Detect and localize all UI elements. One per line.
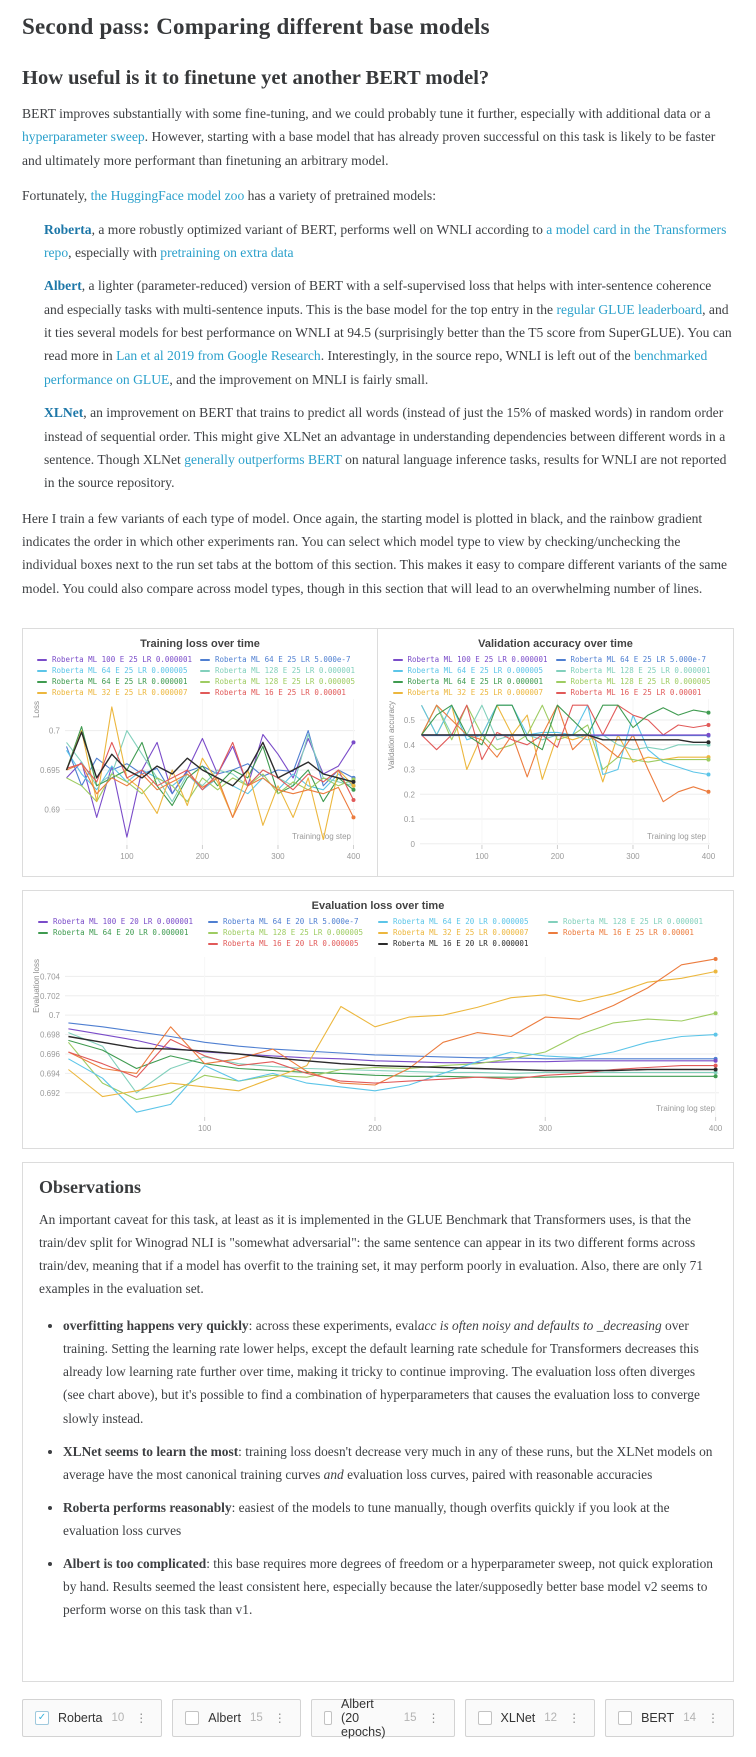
legend-label: Roberta ML 64 E 20 LR 0.000005 <box>393 917 529 927</box>
legend-swatch <box>393 670 403 672</box>
legend-item[interactable] <box>393 676 556 687</box>
observations-title: Observations <box>39 1177 142 1198</box>
svg-text:0.5: 0.5 <box>403 716 415 726</box>
svg-text:300: 300 <box>626 852 640 862</box>
legend-label: Roberta ML 16 E 25 LR 0.00001 <box>570 688 702 698</box>
legend-label: Roberta ML 32 E 25 LR 0.000007 <box>393 928 529 938</box>
svg-text:200: 200 <box>550 852 565 862</box>
text-segment: , and it ties several models for best performance on WNLI at 94.5 (surprisingly better than the T5 score from SuperGLUE). You can read more in <box>44 301 732 364</box>
text-segment: over training. Setting the learning rate lower helps, except the default learning rate schedule for Transformers decreases this already low learning rate further over time, making it tricky to continue improving. The evaluation loss often diverges (see chart above), but it's possible to find a combination of hyperparameters that causes the evaluation loss to converge slowly instead. <box>63 1318 700 1426</box>
legend-item[interactable] <box>378 927 548 938</box>
chart-legend <box>27 654 373 698</box>
inline-link[interactable]: pretraining on extra data <box>160 244 294 260</box>
series-line <box>67 743 354 801</box>
legend-item[interactable] <box>378 916 548 927</box>
chart-legend <box>27 916 729 949</box>
text-segment: on natural language inference tasks, results for WNLI are not reported in the source repository. <box>44 451 727 491</box>
svg-text:300: 300 <box>271 852 285 862</box>
model-name-link[interactable]: XLNet <box>44 405 84 421</box>
inline-link[interactable]: generally outperforms BERT <box>184 451 342 467</box>
legend-label: Roberta ML 64 E 25 LR 0.000005 <box>407 666 543 676</box>
legend-item[interactable] <box>393 665 556 676</box>
observation-item <box>63 1496 717 1542</box>
y-axis-label: Loss <box>32 701 41 719</box>
legend-item[interactable] <box>38 916 208 927</box>
runset-label: BERT <box>641 1710 675 1725</box>
legend-label: Roberta ML 64 E 25 LR 0.000001 <box>52 677 188 687</box>
model-list-item <box>44 401 734 495</box>
legend-label: Roberta ML 64 E 20 LR 0.000001 <box>53 928 189 938</box>
kebab-menu-icon[interactable]: ⋮ <box>135 1710 148 1725</box>
text-segment: XLNet seems to learn the most <box>63 1443 239 1459</box>
legend-label: Roberta ML 64 E 25 LR 5.000e-7 <box>215 655 351 665</box>
legend-item[interactable] <box>208 916 378 927</box>
svg-text:200: 200 <box>195 852 210 862</box>
kebab-menu-icon[interactable]: ⋮ <box>707 1710 719 1725</box>
legend-label: Roberta ML 16 E 25 LR 0.00001 <box>215 688 346 698</box>
text-segment: , an improvement on BERT that trains to predict all words (instead of just the 15% of masked words) in random order instead of sequential order. This might give XLNet an advantage in understanding dependencies between different words in a sentence. Though XLNet <box>44 405 726 467</box>
kebab-menu-icon[interactable]: ⋮ <box>427 1710 440 1725</box>
y-axis-label: Validation accuracy <box>387 701 396 770</box>
runset-label: Albert (20 epochs) <box>341 1696 386 1739</box>
legend-label: Roberta ML 100 E 25 LR 0.000001 <box>52 655 192 665</box>
legend-label: Roberta ML 64 E 25 LR 0.000005 <box>52 666 188 676</box>
svg-text:200: 200 <box>368 1124 382 1134</box>
series-line <box>68 1013 715 1099</box>
runset-count: 12 <box>544 1711 558 1724</box>
text-segment: An important caveat for this task, at least as it is implemented in the GLUE Benchmark that Transformers uses, is that the train/dev split for Winograd NLI is "somewhat adversarial": the same sentence can appear in its two different forms across train/dev, meaning that if a model has overfit to the training set, it may perform poorly in evaluation. Also, there are only 71 examples in the evaluation set. <box>39 1212 704 1297</box>
legend-swatch <box>37 659 47 661</box>
legend-item[interactable] <box>378 938 548 949</box>
legend-label: Roberta ML 32 E 25 LR 0.000007 <box>407 688 543 698</box>
evaluation-loss-panel <box>22 890 734 1149</box>
inline-link[interactable]: a model card in the Transformers repo <box>44 221 727 260</box>
observation-item <box>63 1314 717 1429</box>
legend-swatch <box>208 932 218 934</box>
legend-item[interactable] <box>200 665 363 676</box>
checkbox-checked[interactable]: ✓ <box>35 1711 49 1725</box>
svg-text:0.69: 0.69 <box>44 805 60 815</box>
legend-swatch <box>548 932 558 934</box>
legend-label: Roberta ML 100 E 25 LR 0.000001 <box>407 655 548 665</box>
legend-label: Roberta ML 128 E 25 LR 0.000005 <box>223 928 363 938</box>
runset-tab-xlnet[interactable] <box>465 1699 596 1737</box>
kebab-menu-icon[interactable]: ⋮ <box>568 1710 581 1725</box>
legend-swatch <box>38 932 48 934</box>
svg-text:0.3: 0.3 <box>403 765 415 775</box>
legend-label: Roberta ML 128 E 25 LR 0.000005 <box>570 677 711 687</box>
svg-text:0.2: 0.2 <box>403 790 415 800</box>
legend-swatch <box>208 921 218 923</box>
x-axis-label: Training log step <box>292 832 351 842</box>
chart-plot-area[interactable] <box>27 691 365 869</box>
legend-swatch <box>378 943 388 945</box>
text-segment: : across these experiments, eval <box>248 1318 418 1334</box>
legend-label: Roberta ML 128 E 25 LR 0.000001 <box>563 917 703 927</box>
text-segment: , a more robustly optimized variant of BERT, performs well on WNLI according to <box>91 221 547 237</box>
text-segment: Here I train a few variants of each type of model. Once again, the starting model is plotted in black, and the rainbow gradient indicates the order in which other experiments ran. You can select which model type to view by checking/unchecking the individual boxes next to the run set tabs at the bottom of this section. This makes it easy to compare different variants of the same model. You could also compare across model types, though in this section that will lead to an overwhelming number of lines. <box>22 510 728 596</box>
x-axis-label: Training log step <box>647 832 706 842</box>
model-name-link[interactable]: Roberta <box>44 221 92 237</box>
y-axis-label: Evaluation loss <box>32 959 41 1013</box>
text-segment: : training loss doesn't decrease very much in any of these runs, but the XLNet models on average have the most canonical training curves <box>63 1443 713 1482</box>
svg-text:0.704: 0.704 <box>39 972 60 982</box>
legend-swatch <box>556 681 566 683</box>
svg-text:0.692: 0.692 <box>39 1088 60 1098</box>
text-segment: : easiest of the models to tune manually, though overfits quickly if you look at the evaluation loss curves <box>63 1499 670 1538</box>
text-segment: , a lighter (parameter-reduced) version of BERT with a self-supervised loss that helps with inter-sentence coherence and especially tasks with multi-sentence inputs. This is the base model for the top entry in the <box>44 278 712 317</box>
svg-text:0.4: 0.4 <box>403 740 415 750</box>
legend-item[interactable] <box>37 665 200 676</box>
observations-intro <box>39 1208 717 1300</box>
legend-item[interactable] <box>208 938 378 949</box>
legend-swatch <box>38 921 48 923</box>
text-segment: acc is often noisy and defaults to _decreasing <box>417 1318 662 1334</box>
legend-label: Roberta ML 16 E 20 LR 0.000001 <box>393 939 529 949</box>
runset-count: 14 <box>683 1711 696 1724</box>
legend-item[interactable] <box>556 665 719 676</box>
legend-label: Roberta ML 64 E 20 LR 5.000e-7 <box>223 917 359 927</box>
runset-label: XLNet <box>500 1710 536 1725</box>
chart-plot-area[interactable] <box>382 691 720 869</box>
legend-item[interactable] <box>37 676 200 687</box>
legend-swatch <box>37 681 47 683</box>
text-segment: , and the improvement on MNLI is fairly small. <box>169 371 429 387</box>
model-list <box>22 218 734 495</box>
model-list-item <box>44 274 734 391</box>
legend-item[interactable] <box>556 654 719 665</box>
series-line <box>422 705 709 782</box>
observations-panel <box>22 1162 734 1682</box>
legend-item[interactable] <box>208 927 378 938</box>
intro-paragraph-3 <box>22 507 734 601</box>
observations-list <box>63 1314 717 1621</box>
runset-count: 10 <box>111 1711 125 1724</box>
svg-text:0.702: 0.702 <box>39 991 60 1001</box>
inline-link[interactable]: hyperparameter sweep <box>22 129 145 145</box>
chart-title: Evaluation loss over time <box>311 900 445 913</box>
chart-legend <box>382 654 729 698</box>
legend-item[interactable] <box>200 676 363 687</box>
text-segment: Roberta performs reasonably <box>63 1499 232 1515</box>
text-segment: . However, starting with a base model that has already proven successful on this task is likely to be faster and ultimately more performant than finetuning an arbitrary model. <box>22 129 716 168</box>
svg-text:100: 100 <box>475 852 489 862</box>
x-axis-label: Training log step <box>656 1104 715 1114</box>
legend-swatch <box>548 921 558 923</box>
checkbox-unchecked[interactable] <box>478 1711 492 1725</box>
charts-row <box>22 628 734 877</box>
model-name-link[interactable]: Albert <box>44 278 82 294</box>
text-segment: has a variety of pretrained models: <box>244 188 437 204</box>
checkbox-unchecked[interactable] <box>618 1711 632 1725</box>
legend-swatch <box>378 921 388 923</box>
legend-label: Roberta ML 64 E 25 LR 0.000001 <box>407 677 543 687</box>
svg-text:100: 100 <box>120 852 134 862</box>
runset-tab-albert[interactable] <box>172 1699 300 1737</box>
text-segment: evaluation loss curves, paired with reasonable accuracies <box>343 1466 653 1482</box>
legend-label: Roberta ML 128 E 25 LR 0.000001 <box>570 666 711 676</box>
validation-accuracy-panel[interactable] <box>378 629 733 876</box>
chart-plot-area[interactable] <box>27 949 729 1141</box>
text-segment: Fortunately, <box>22 188 91 204</box>
svg-text:400: 400 <box>701 852 716 862</box>
legend-label: Roberta ML 100 E 20 LR 0.000001 <box>53 917 193 927</box>
runset-tab-bar <box>22 1696 734 1739</box>
section-heading: How useful is it to finetune yet another BERT model? <box>22 67 490 89</box>
svg-text:0.696: 0.696 <box>39 1050 60 1060</box>
legend-item[interactable] <box>548 927 718 938</box>
legend-item[interactable] <box>556 676 719 687</box>
legend-label: Roberta ML 64 E 25 LR 5.000e-7 <box>570 655 706 665</box>
svg-text:0.1: 0.1 <box>403 815 415 825</box>
evaluation-loss-chart[interactable] <box>23 891 733 1148</box>
observation-item <box>63 1440 717 1486</box>
legend-swatch <box>393 681 403 683</box>
legend-label: Roberta ML 16 E 25 LR 0.00001 <box>563 928 694 938</box>
legend-swatch <box>208 943 218 945</box>
svg-text:300: 300 <box>538 1124 552 1134</box>
runset-label: Roberta <box>58 1710 103 1725</box>
chart-title: Validation accuracy over time <box>478 638 633 651</box>
text-segment: , especially with <box>68 244 161 260</box>
text-segment: . Interestingly, in the source repo, WNLI is left out of the <box>320 348 635 364</box>
legend-swatch <box>556 659 566 661</box>
legend-swatch <box>37 670 47 672</box>
kebab-menu-icon[interactable]: ⋮ <box>273 1710 286 1725</box>
page-title: Second pass: Comparing different base models <box>22 14 490 39</box>
svg-text:100: 100 <box>197 1124 212 1134</box>
runset-count: 15 <box>249 1711 263 1724</box>
series-line <box>67 731 354 802</box>
runset-count: 15 <box>403 1711 417 1724</box>
legend-swatch <box>378 932 388 934</box>
inline-link[interactable]: benchmarked performance on GLUE <box>44 348 708 387</box>
legend-swatch <box>556 670 566 672</box>
inline-link[interactable]: the HuggingFace model zoo <box>90 188 245 204</box>
runset-tab-albert-20-epochs-[interactable] <box>311 1696 455 1739</box>
inline-link[interactable]: regular GLUE leaderboard <box>556 301 703 317</box>
legend-item[interactable] <box>393 654 556 665</box>
svg-text:400: 400 <box>346 852 361 862</box>
text-segment: : this base requires more degrees of freedom or a hyperparameter sweep, not quick exploration by hand. Results seemed the least consistent here, especially because the later/supposedly better base model v2 seems to perform worse on this task than v1. <box>63 1555 713 1617</box>
legend-swatch <box>200 659 210 661</box>
legend-item[interactable] <box>37 654 200 665</box>
runset-label: Albert <box>208 1710 241 1725</box>
svg-text:0: 0 <box>410 839 415 849</box>
svg-text:0.7: 0.7 <box>48 1011 60 1021</box>
legend-item[interactable] <box>38 927 208 938</box>
text-segment: overfitting happens very quickly <box>63 1318 249 1334</box>
chart-title: Training loss over time <box>140 638 260 651</box>
svg-text:0.694: 0.694 <box>39 1069 60 1079</box>
series-line <box>68 1023 715 1059</box>
legend-label: Roberta ML 16 E 20 LR 0.000005 <box>223 939 359 949</box>
runset-tab-roberta[interactable] <box>22 1699 162 1737</box>
text-segment: and <box>323 1466 344 1482</box>
inline-link[interactable]: Lan et al 2019 from Google Research <box>116 348 321 364</box>
checkbox-unchecked[interactable] <box>324 1711 332 1725</box>
text-segment: BERT improves substantially with some fine-tuning, and we could probably tune it further, especially with additional data or a <box>22 106 711 121</box>
legend-swatch <box>200 670 210 672</box>
model-list-item <box>44 218 734 265</box>
observation-item <box>63 1552 717 1621</box>
intro-paragraph-1 <box>22 102 734 172</box>
legend-swatch <box>393 659 403 661</box>
training-loss-panel[interactable] <box>23 629 378 876</box>
svg-text:0.7: 0.7 <box>48 726 60 736</box>
svg-text:400: 400 <box>708 1124 723 1134</box>
intro-paragraph-2 <box>22 184 734 207</box>
svg-text:0.695: 0.695 <box>39 766 60 776</box>
legend-label: Roberta ML 32 E 25 LR 0.000007 <box>52 688 188 698</box>
runset-tab-bert[interactable] <box>605 1699 734 1737</box>
text-segment: Albert is too complicated <box>63 1555 207 1571</box>
legend-label: Roberta ML 128 E 25 LR 0.000001 <box>215 666 355 676</box>
legend-swatch <box>200 681 210 683</box>
checkbox-unchecked[interactable] <box>185 1711 199 1725</box>
legend-label: Roberta ML 128 E 25 LR 0.000005 <box>215 677 355 687</box>
legend-item[interactable] <box>548 916 718 927</box>
svg-text:0.698: 0.698 <box>39 1030 60 1040</box>
legend-item[interactable] <box>200 654 363 665</box>
